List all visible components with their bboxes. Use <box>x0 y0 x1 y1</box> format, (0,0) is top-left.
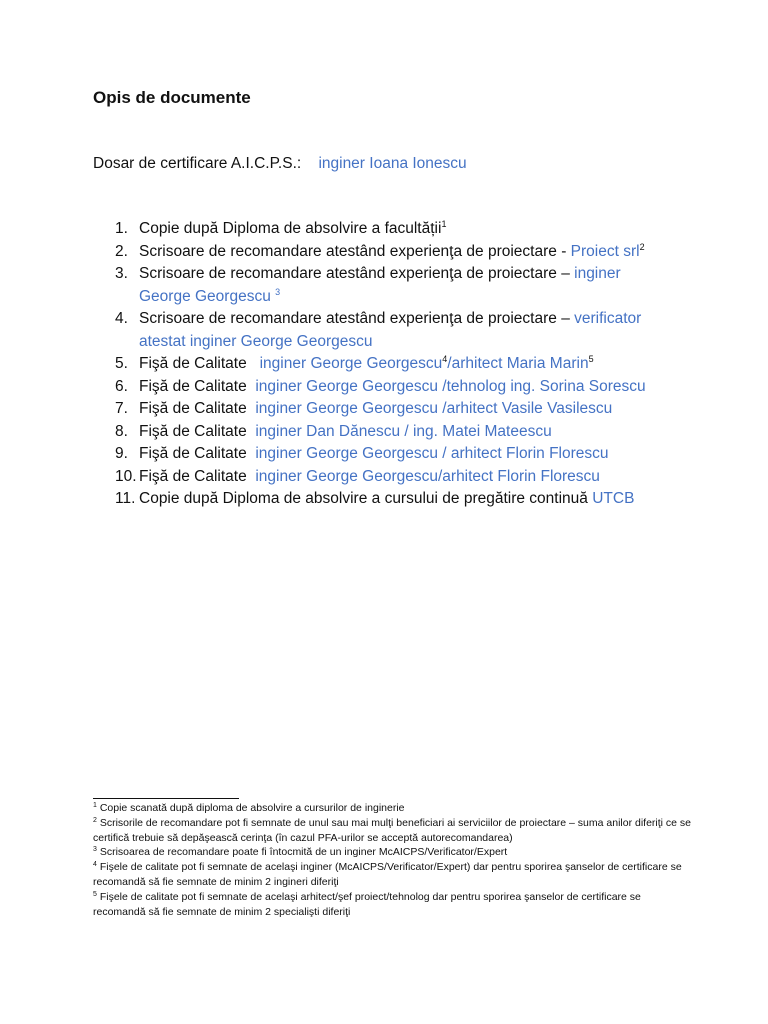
footnote-text: Fişele de calitate pot fi semnate de acelaşi arhitect/şef proiect/tehnolog dar pentru sporirea şanselor de certificare se recomandă să fie semnate de minim 2 specialişti diferiţi <box>93 890 641 918</box>
document-list <box>93 218 673 511</box>
item-text: Fişă de Calitate <box>139 400 256 417</box>
item-number: 1. <box>115 220 128 237</box>
item-highlight: inginer George Georgescu /tehnolog ing. Sorina Sorescu <box>255 377 646 395</box>
item-highlight: Proiect srl <box>570 242 640 260</box>
item-text: Scrisoare de recomandare atestând experienţa de proiectare – <box>139 265 575 282</box>
item-text: Fişă de Calitate <box>139 377 256 395</box>
item-number: 9. <box>115 445 128 462</box>
footnote-mark: 5 <box>93 890 97 898</box>
item-text: Copie după Diploma de absolvire a facultății <box>139 220 442 237</box>
list-item <box>93 488 673 511</box>
dosar-label: Dosar de certificare A.I.C.P.S.: <box>93 155 302 172</box>
footnote-ref: 5 <box>588 354 594 364</box>
item-number: 11. <box>115 490 136 507</box>
item-number: 7. <box>115 400 128 417</box>
item-highlight: inginer George Georgescu /arhitect Vasile Vasilescu <box>255 400 613 417</box>
item-highlight: inginer George Georgescu <box>139 265 621 305</box>
list-item <box>93 353 673 376</box>
item-highlight-2: /arhitect Maria Marin <box>447 355 589 372</box>
footnote-ref: 2 <box>639 241 645 252</box>
list-item <box>93 398 673 421</box>
dosar-line <box>93 155 467 173</box>
item-text: Copie după Diploma de absolvire a cursului de pregătire continuă <box>139 490 593 507</box>
item-number: 10. <box>115 467 137 485</box>
footnote <box>93 816 693 846</box>
item-text: Fişă de Calitate <box>139 355 260 372</box>
footnote-text: Copie scanată după diploma de absolvire a cursurilor de inginerie <box>99 802 405 814</box>
item-number: 2. <box>115 242 128 260</box>
item-number: 5. <box>115 355 128 372</box>
item-number: 6. <box>115 377 128 395</box>
page-title: Opis de documente <box>93 88 251 107</box>
list-item <box>93 241 673 264</box>
footnote <box>93 845 693 860</box>
list-item <box>93 218 673 241</box>
footnote-ref: 4 <box>442 354 448 364</box>
item-text: Scrisoare de recomandare atestând experienţa de proiectare – <box>139 310 575 327</box>
item-number: 4. <box>115 310 128 327</box>
item-number: 8. <box>115 422 128 440</box>
item-highlight: verificator atestat inginer George Georgescu <box>139 310 642 350</box>
footnote-ref: 1 <box>441 219 447 229</box>
item-highlight: inginer George Georgescu / arhitect Florin Florescu <box>255 445 609 462</box>
footnote-mark: 1 <box>93 802 97 809</box>
footnotes <box>93 801 693 919</box>
list-item <box>93 443 673 466</box>
item-highlight: inginer Dan Dănescu / ing. Matei Mateescu <box>255 422 552 440</box>
item-text: Fişă de Calitate <box>139 467 256 485</box>
item-highlight: inginer George Georgescu <box>259 355 443 372</box>
footnote-ref: 3 <box>275 286 281 297</box>
item-text: Fişă de Calitate <box>139 422 256 440</box>
footnote-text: Fişele de calitate pot fi semnate de acelaşi inginer (McAICPS/Verificator/Expert) dar pentru sporirea şanselor de certificare se recomandă să fie semnate de minim 2 ingineri diferiţi <box>93 861 682 888</box>
footnote-separator <box>93 798 239 799</box>
item-text: Scrisoare de recomandare atestând experienţa de proiectare - <box>139 242 571 260</box>
footnote-mark: 4 <box>93 861 97 869</box>
item-text: Fişă de Calitate <box>139 445 256 462</box>
item-highlight: UTCB <box>592 490 635 507</box>
list-item <box>93 421 673 444</box>
footnote-text: Scrisoarea de recomandare poate fi întocmită de un inginer McAICPS/Verificator/Expert <box>99 846 508 859</box>
footnote-text: Scrisorile de recomandare pot fi semnate de unul sau mai mulţi beneficiari ai serviciilor de proiectare – suma anilor diferiţi ce se certifică trebuie să depăşească cerinţa (în cazul PFA-urilor se acceptă autorecomandarea) <box>93 816 692 844</box>
dosar-name: inginer Ioana Ionescu <box>318 155 467 172</box>
list-item <box>93 466 673 489</box>
list-item <box>93 308 673 353</box>
footnote <box>93 860 693 890</box>
list-item <box>93 263 673 308</box>
list-item <box>93 376 673 399</box>
footnote <box>93 801 693 816</box>
footnote-mark: 3 <box>93 846 97 854</box>
footnote-mark: 2 <box>93 816 97 824</box>
footnote <box>93 890 693 920</box>
item-highlight: inginer George Georgescu/arhitect Florin Florescu <box>255 467 600 485</box>
item-number: 3. <box>115 265 128 282</box>
